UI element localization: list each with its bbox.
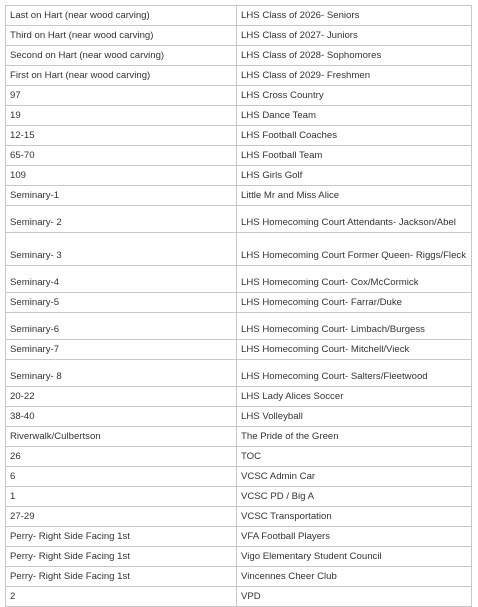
table-row: [6, 46, 472, 66]
group-cell: VCSC PD / Big A: [237, 487, 472, 507]
location-cell: 2: [6, 587, 237, 607]
group-cell: VPD: [237, 587, 472, 607]
group-cell: LHS Lady Alices Soccer: [237, 387, 472, 407]
location-cell: 109: [6, 166, 237, 186]
location-cell: Perry- Right Side Facing 1st: [6, 547, 237, 567]
table-row: [6, 447, 472, 467]
group-cell: Vigo Elementary Student Council: [237, 547, 472, 567]
group-cell: LHS Class of 2028- Sophomores: [237, 46, 472, 66]
group-cell: VCSC Admin Car: [237, 467, 472, 487]
group-cell: LHS Homecoming Court- Salters/Fleetwood: [237, 360, 472, 387]
location-cell: 27-29: [6, 507, 237, 527]
location-cell: First on Hart (near wood carving): [6, 66, 237, 86]
table-row: [6, 186, 472, 206]
table-row: [6, 387, 472, 407]
table-row: [6, 507, 472, 527]
table-row: [6, 407, 472, 427]
group-cell: LHS Homecoming Court Attendants- Jackson/Abel: [237, 206, 472, 233]
table-row: [6, 233, 472, 266]
table-row: [6, 293, 472, 313]
group-cell: Vincennes Cheer Club: [237, 567, 472, 587]
table-row: [6, 266, 472, 293]
location-cell: Seminary-4: [6, 266, 237, 293]
group-cell: LHS Class of 2029- Freshmen: [237, 66, 472, 86]
location-cell: 20-22: [6, 387, 237, 407]
table-row: [6, 146, 472, 166]
location-cell: Seminary-1: [6, 186, 237, 206]
table-row: [6, 547, 472, 567]
location-cell: Seminary- 3: [6, 233, 237, 266]
group-cell: LHS Homecoming Court- Mitchell/Vieck: [237, 340, 472, 360]
table-row: [6, 340, 472, 360]
location-cell: Seminary- 8: [6, 360, 237, 387]
location-cell: Second on Hart (near wood carving): [6, 46, 237, 66]
group-cell: VFA Football Players: [237, 527, 472, 547]
group-cell: LHS Football Team: [237, 146, 472, 166]
table-row: [6, 487, 472, 507]
table-row: [6, 427, 472, 447]
location-cell: Third on Hart (near wood carving): [6, 26, 237, 46]
table-row: [6, 166, 472, 186]
group-cell: LHS Football Coaches: [237, 126, 472, 146]
location-cell: 12-15: [6, 126, 237, 146]
table-row: [6, 26, 472, 46]
location-cell: 19: [6, 106, 237, 126]
table-row: [6, 206, 472, 233]
location-cell: 97: [6, 86, 237, 106]
location-cell: 1: [6, 487, 237, 507]
location-cell: 65-70: [6, 146, 237, 166]
location-cell: Last on Hart (near wood carving): [6, 6, 237, 26]
location-cell: Perry- Right Side Facing 1st: [6, 567, 237, 587]
group-cell: The Pride of the Green: [237, 427, 472, 447]
group-cell: LHS Homecoming Court- Cox/McCormick: [237, 266, 472, 293]
location-cell: 26: [6, 447, 237, 467]
table-row: [6, 567, 472, 587]
table-row: [6, 527, 472, 547]
group-cell: VCSC Transportation: [237, 507, 472, 527]
group-cell: Little Mr and Miss Alice: [237, 186, 472, 206]
group-cell: TOC: [237, 447, 472, 467]
location-cell: Seminary-5: [6, 293, 237, 313]
lineup-table-body: [6, 6, 472, 607]
table-row: [6, 106, 472, 126]
location-cell: Seminary-7: [6, 340, 237, 360]
group-cell: LHS Volleyball: [237, 407, 472, 427]
table-row: [6, 86, 472, 106]
group-cell: LHS Cross Country: [237, 86, 472, 106]
location-cell: 38-40: [6, 407, 237, 427]
group-cell: LHS Homecoming Court Former Queen- Riggs/Fleck: [237, 233, 472, 266]
table-row: [6, 467, 472, 487]
table-row: [6, 6, 472, 26]
table-row: [6, 360, 472, 387]
table-row: [6, 587, 472, 607]
group-cell: LHS Homecoming Court- Limbach/Burgess: [237, 313, 472, 340]
group-cell: LHS Class of 2026- Seniors: [237, 6, 472, 26]
schedule-table-wrapper: [5, 5, 471, 607]
location-cell: 6: [6, 467, 237, 487]
location-cell: Seminary- 2: [6, 206, 237, 233]
group-cell: LHS Dance Team: [237, 106, 472, 126]
table-row: [6, 66, 472, 86]
table-row: [6, 126, 472, 146]
group-cell: LHS Class of 2027- Juniors: [237, 26, 472, 46]
group-cell: LHS Girls Golf: [237, 166, 472, 186]
group-cell: LHS Homecoming Court- Farrar/Duke: [237, 293, 472, 313]
location-cell: Perry- Right Side Facing 1st: [6, 527, 237, 547]
lineup-table: [5, 5, 472, 607]
location-cell: Seminary-6: [6, 313, 237, 340]
location-cell: Riverwalk/Culbertson: [6, 427, 237, 447]
table-row: [6, 313, 472, 340]
